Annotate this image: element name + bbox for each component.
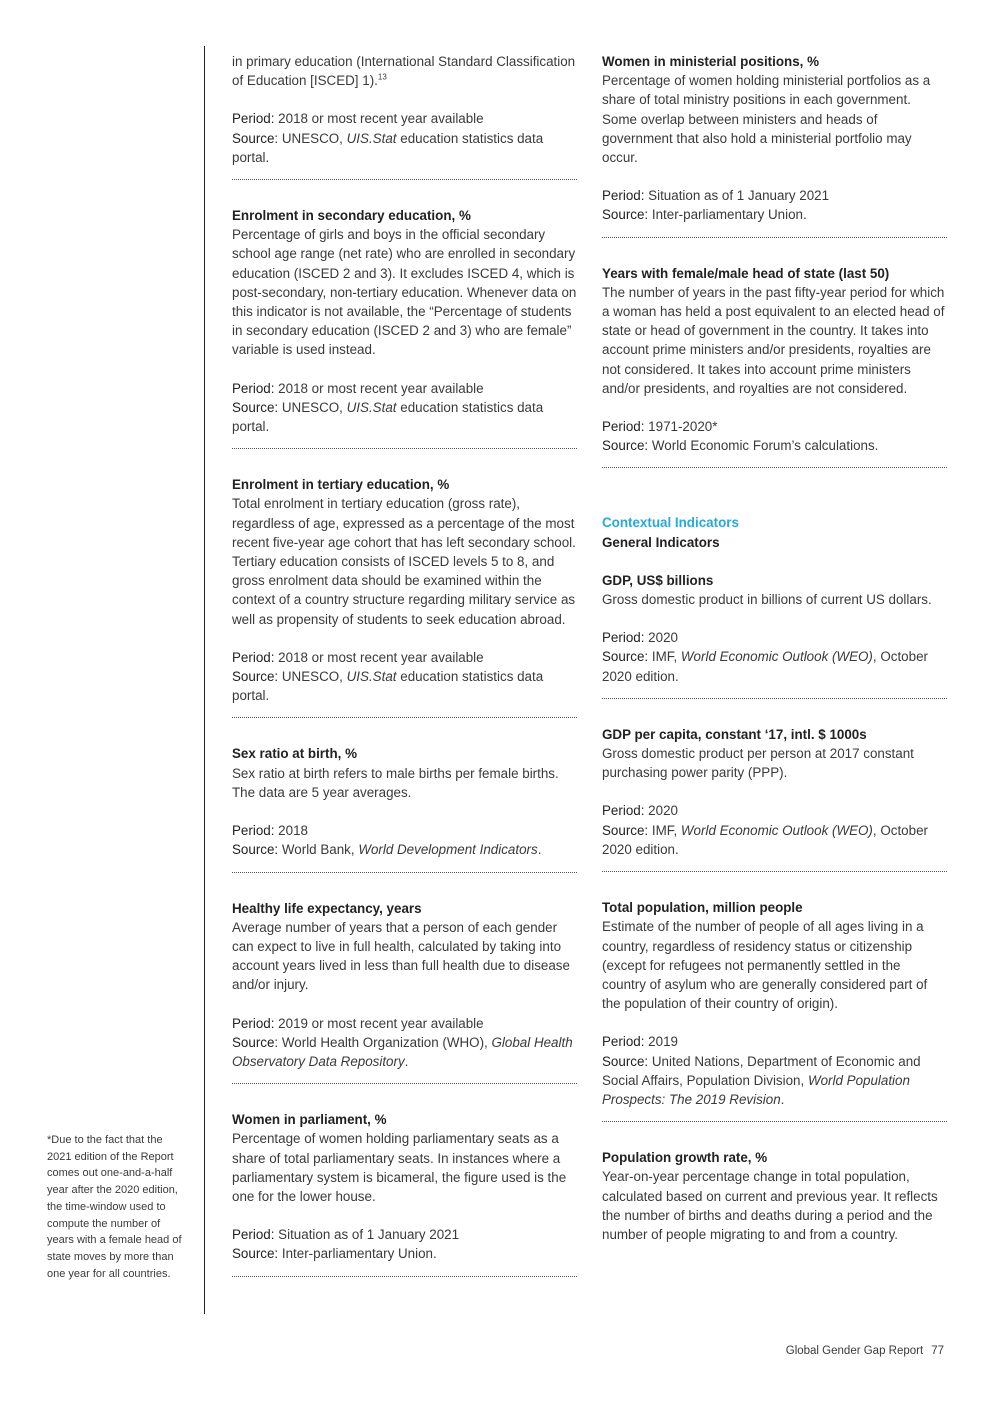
entry-title: Total population, million people xyxy=(602,900,803,916)
entry-title: Women in ministerial positions, % xyxy=(602,54,820,69)
side-footnote: *Due to the fact that the 2021 edition of the Report comes out one-and-a-half year after the 2020 edition, the time-window used to compute the number of years with a female head of state moves by more than one year for all countries. xyxy=(47,1134,182,1280)
separator xyxy=(232,448,577,449)
subsection-title: General Indicators xyxy=(602,534,720,550)
separator xyxy=(602,237,947,238)
separator xyxy=(602,1121,947,1122)
entry-source: Source: IMF, World Economic Outlook (WEO), October 2020 edition. xyxy=(602,649,928,684)
intro-text: in primary education (International Standard Classification of Education [ISCED] 1). xyxy=(232,54,576,89)
separator xyxy=(602,467,947,468)
entry-source: Source: UNESCO, UIS.Stat education statistics data portal. xyxy=(232,399,544,435)
entry-source: Source: World Bank, World Development Indicators. xyxy=(232,842,542,858)
entry-description: Gross domestic product per person at 2017 constant purchasing power parity (PPP). xyxy=(602,746,914,781)
entry-title: Years with female/male head of state (last 50) xyxy=(602,265,890,281)
separator xyxy=(602,698,947,699)
entry-description: Percentage of women holding parliamentary seats as a share of total parliamentary seats. In instances where a parliamentary system is bicameral, the figure used is the one for the lower house. xyxy=(232,1131,567,1204)
intro-source: Source: UNESCO, UIS.Stat education statistics data portal. xyxy=(232,130,544,165)
entry-title: GDP, US$ billions xyxy=(602,572,714,588)
entry-source: Source: World Economic Forum’s calculations. xyxy=(602,438,879,454)
entry-source: Source: UNESCO, UIS.Stat education statistics data portal. xyxy=(232,669,544,704)
entry-period: Period: 2018 xyxy=(232,823,308,839)
entry-source: Source: World Health Organization (WHO), Global Health Observatory Data Repository. xyxy=(232,1034,573,1069)
entry-description: Total enrolment in tertiary education (gross rate), regardless of age, expressed as a percentage of the most recent five-year age cohort that has left secondary school. Tertiary education consists of ISCED levels 5 to 8, and gross enrolment data should be examined within the context of a country structure regarding military service as well as propensity of students to seek education abroad. xyxy=(232,496,576,627)
entry-sex-ratio xyxy=(232,744,577,872)
entry-head-of-state xyxy=(602,264,947,469)
entry-period: Period: 1971-2020* xyxy=(602,419,718,435)
entry-description: Gross domestic product in billions of current US dollars. xyxy=(602,592,932,608)
intro-period: Period: 2018 or most recent year available xyxy=(232,111,484,127)
report-name: Global Gender Gap Report xyxy=(785,1345,924,1357)
vertical-divider xyxy=(204,46,205,1314)
entry-ministerial-positions xyxy=(602,52,947,238)
footnote-reference: 13 xyxy=(377,72,387,82)
page-number: 77 xyxy=(931,1345,944,1357)
entry-period: Period: Situation as of 1 January 2021 xyxy=(602,188,830,204)
entry-source: Source: United Nations, Department of Economic and Social Affairs, Population Division, World Population Prospects: The 2019 Revision. xyxy=(602,1053,921,1107)
entry-gdp-per-capita xyxy=(602,725,947,872)
separator xyxy=(232,717,577,718)
entry-description: Estimate of the number of people of all ages living in a country, regardless of residency status or citizenship (except for refugees not permanently settled in the country of asylum who are generally considered part of the population of their country of origin). xyxy=(602,919,928,1012)
separator xyxy=(232,179,577,180)
entry-gdp xyxy=(602,571,947,699)
entry-healthy-life-expectancy xyxy=(232,899,577,1085)
entry-source: Source: Inter-parliamentary Union. xyxy=(602,207,807,223)
entry-period: Period: 2020 xyxy=(602,630,678,646)
entry-total-population xyxy=(602,898,947,1122)
entry-women-in-parliament xyxy=(232,1110,577,1276)
entry-description: Sex ratio at birth refers to male births per female births. The data are 5 year averages. xyxy=(232,765,559,800)
entry-source: Source: Inter-parliamentary Union. xyxy=(232,1246,437,1262)
entry-period: Period: 2019 or most recent year available xyxy=(232,1015,484,1031)
entry-description: Year-on-year percentage change in total population, calculated based on current and previous year. It reflects the number of births and deaths during a period and the number of people migrating to and from a country. xyxy=(602,1169,938,1242)
separator xyxy=(602,871,947,872)
separator xyxy=(232,1276,577,1277)
entry-period: Period: 2018 or most recent year available xyxy=(232,380,484,396)
entry-title: Enrolment in tertiary education, % xyxy=(232,477,450,493)
entry-secondary-enrolment xyxy=(232,206,577,449)
entry-description: The number of years in the past fifty-year period for which a woman has held a post equivalent to an elected head of state or head of government in the country. It takes into account prime ministers and/or presidents, royalties are not considered. It takes into account prime ministers and/or presidents, and royalties are not considered. xyxy=(602,284,945,396)
entry-tertiary-enrolment xyxy=(232,475,577,718)
entry-title: Sex ratio at birth, % xyxy=(232,746,358,762)
entry-period: Period: 2020 xyxy=(602,803,678,819)
entry-title: Healthy life expectancy, years xyxy=(232,900,422,916)
entry-period: Period: 2019 xyxy=(602,1034,678,1050)
right-column xyxy=(602,52,947,1244)
entry-description: Percentage of girls and boys in the official secondary school age range (net rate) who are enrolled in secondary education (ISCED 2 and 3). It excludes ISCED 4, which is post-secondary, non-tertiary education. Whenever data on this indicator is not available, the “Percentage of students in secondary education (ISCED 2 and 3) who are female” variable is used instead. xyxy=(232,227,577,358)
entry-title: Population growth rate, % xyxy=(602,1150,768,1166)
section-title: Contextual Indicators xyxy=(602,515,739,531)
entry-title: Enrolment in secondary education, % xyxy=(232,208,471,224)
left-column xyxy=(232,52,577,1303)
entry-period: Period: Situation as of 1 January 2021 xyxy=(232,1227,460,1243)
page-footer xyxy=(786,1342,944,1361)
intro-block xyxy=(232,52,577,180)
entry-population-growth xyxy=(602,1148,947,1244)
entry-source: Source: IMF, World Economic Outlook (WEO), October 2020 edition. xyxy=(602,822,928,857)
separator xyxy=(232,1083,577,1084)
entry-period: Period: 2018 or most recent year available xyxy=(232,649,484,665)
entry-description: Percentage of women holding ministerial portfolios as a share of total ministry positions in each government. Some overlap between ministers and heads of government that also hold a ministerial portfolio may occur. xyxy=(602,73,931,166)
separator xyxy=(232,872,577,873)
entry-title: Women in parliament, % xyxy=(232,1112,387,1128)
entry-description: Average number of years that a person of each gender can expect to live in full health, calculated by taking into account years lived in less than full health due to disease and/or injury. xyxy=(232,919,570,993)
entry-title: GDP per capita, constant ‘17, intl. $ 1000s xyxy=(602,726,867,742)
